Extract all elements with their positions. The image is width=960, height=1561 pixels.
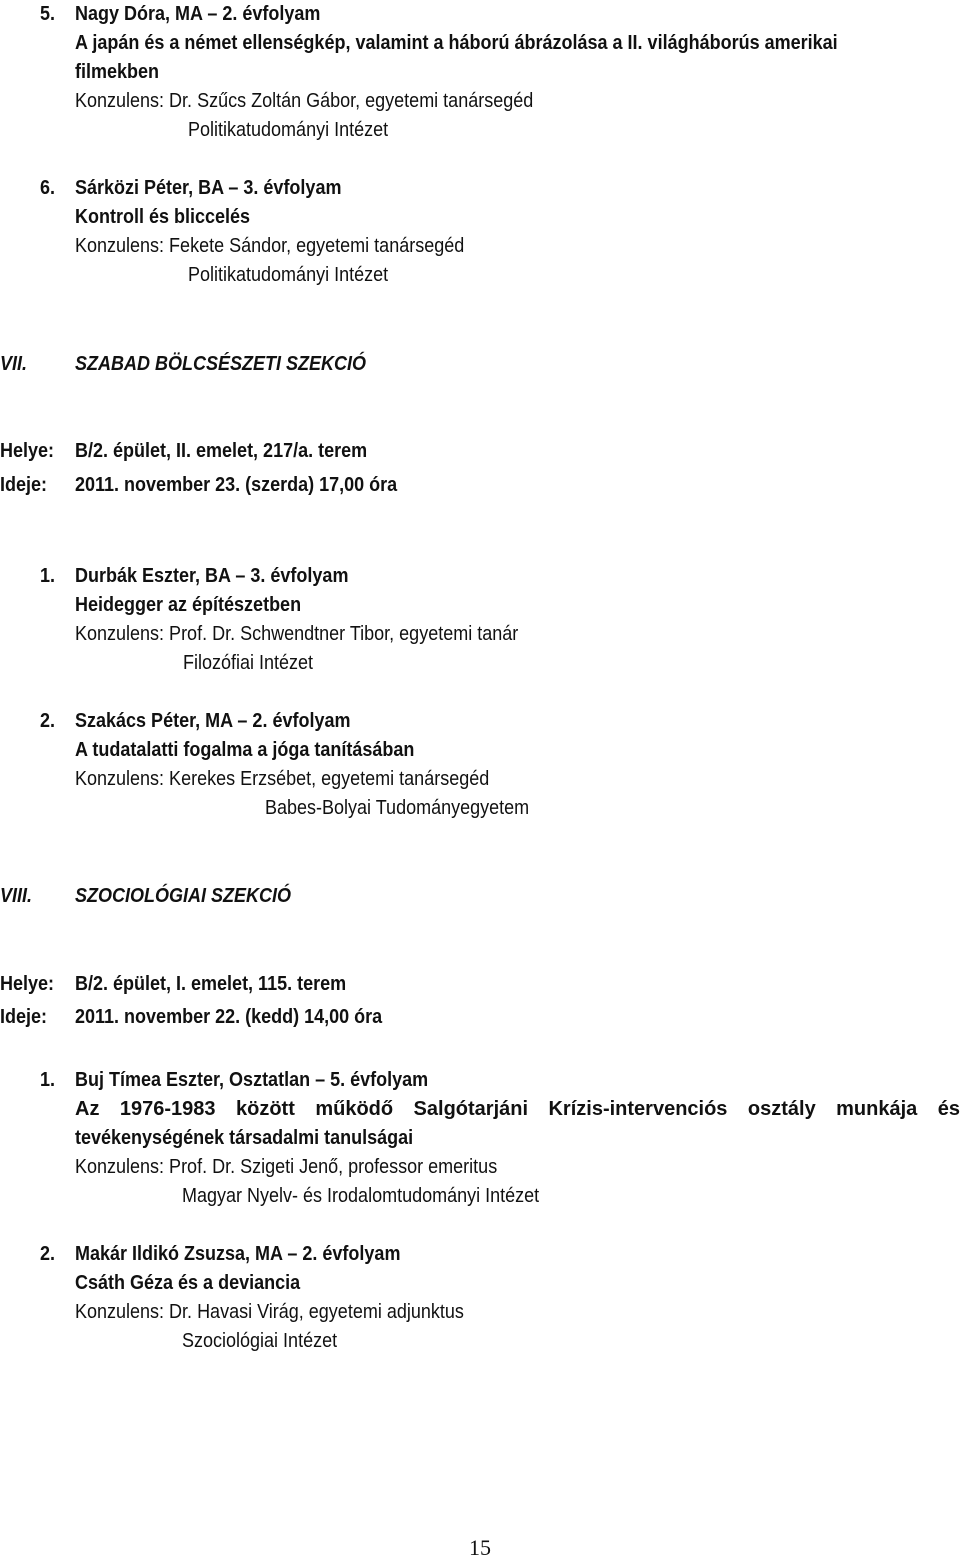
vii-item-2-number: 2. (40, 710, 56, 732)
vii-item-1-advisor: Konzulens: Prof. Dr. Schwendtner Tibor, egyetemi tanár (75, 623, 519, 645)
section-viii-time-label: Ideje: (0, 1006, 48, 1028)
section-viii-roman: VIII. (0, 885, 33, 907)
viii-item-1-author: Buj Tímea Eszter, Osztatlan – 5. évfolyam (75, 1069, 429, 1091)
section-vii-time: 2011. november 23. (szerda) 17,00 óra (75, 474, 398, 496)
vii-item-1-number: 1. (40, 565, 56, 587)
vii-item-2-advisor: Konzulens: Kerekes Erzsébet, egyetemi tanársegéd (75, 768, 490, 790)
section-viii-time: 2011. november 22. (kedd) 14,00 óra (75, 1006, 383, 1028)
item-6-author: Sárközi Péter, BA – 3. évfolyam (75, 177, 342, 199)
vii-item-2-institute: Babes-Bolyai Tudományegyetem (265, 797, 530, 819)
vii-item-2-author: Szakács Péter, MA – 2. évfolyam (75, 710, 351, 732)
section-vii-time-label: Ideje: (0, 474, 48, 496)
viii-item-2-advisor: Konzulens: Dr. Havasi Virág, egyetemi adjunktus (75, 1301, 464, 1323)
section-vii-roman: VII. (0, 353, 28, 375)
viii-item-1-number: 1. (40, 1069, 56, 1091)
item-5-title-line-2: filmekben (75, 61, 160, 83)
section-vii-place-label: Helye: (0, 440, 55, 462)
viii-item-2-title: Csáth Géza és a deviancia (75, 1272, 301, 1294)
viii-item-1-title-line-2: tevékenységének társadalmi tanulságai (75, 1127, 414, 1149)
vii-item-1-institute: Filozófiai Intézet (183, 652, 314, 674)
section-viii-title: SZOCIOLÓGIAI SZEKCIÓ (75, 885, 292, 907)
vii-item-2-title: A tudatalatti fogalma a jóga tanításában (75, 739, 415, 761)
item-6-institute: Politikatudományi Intézet (188, 264, 389, 286)
viii-item-1-title-line-1: Az 1976-1983 között működő Salgótarjáni Krízis-intervenciós osztály munkája és (75, 1098, 960, 1120)
item-6-advisor: Konzulens: Fekete Sándor, egyetemi tanársegéd (75, 235, 465, 257)
item-5-advisor: Konzulens: Dr. Szűcs Zoltán Gábor, egyetemi tanársegéd (75, 90, 534, 112)
item-6-title: Kontroll és bliccelés (75, 206, 251, 228)
page-number: 15 (469, 1535, 491, 1560)
item-6-number: 6. (40, 177, 56, 199)
viii-item-2-author: Makár Ildikó Zsuzsa, MA – 2. évfolyam (75, 1243, 401, 1265)
section-vii-place: B/2. épület, II. emelet, 217/a. terem (75, 440, 368, 462)
item-5-title-line-1: A japán és a német ellenségkép, valamint a háború ábrázolása a II. világháborús amerikai (75, 32, 838, 54)
item-5-institute: Politikatudományi Intézet (188, 119, 389, 141)
section-vii-title: SZABAD BÖLCSÉSZETI SZEKCIÓ (75, 353, 367, 375)
vii-item-1-author: Durbák Eszter, BA – 3. évfolyam (75, 565, 349, 587)
viii-item-2-number: 2. (40, 1243, 56, 1265)
viii-item-2-institute: Szociológiai Intézet (182, 1330, 338, 1352)
item-5-number: 5. (40, 3, 56, 25)
viii-item-1-advisor: Konzulens: Prof. Dr. Szigeti Jenő, professor emeritus (75, 1156, 498, 1178)
item-5-author: Nagy Dóra, MA – 2. évfolyam (75, 3, 321, 25)
viii-item-1-institute: Magyar Nyelv- és Irodalomtudományi Intézet (182, 1185, 540, 1207)
section-viii-place-label: Helye: (0, 973, 55, 995)
section-viii-place: B/2. épület, I. emelet, 115. terem (75, 973, 347, 995)
vii-item-1-title: Heidegger az építészetben (75, 594, 302, 616)
